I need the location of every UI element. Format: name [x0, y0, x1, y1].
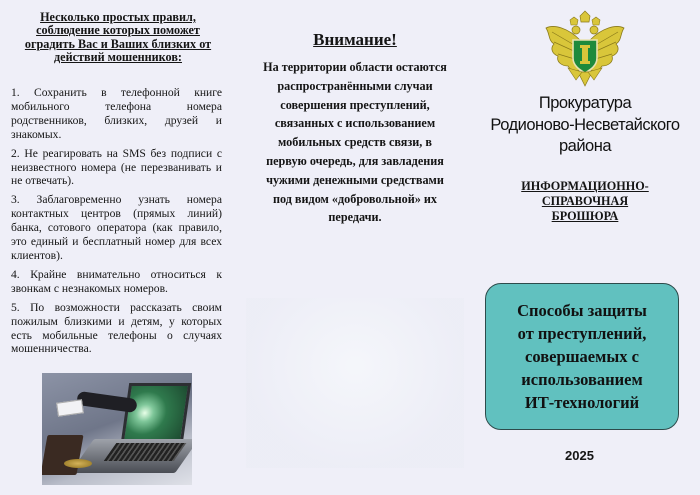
doc-type-line: СПРАВОЧНАЯ [541, 194, 629, 208]
wallet [42, 435, 84, 475]
org-title-line: Родионово-Несветайского [490, 115, 680, 134]
rule-item: 1. Сохранить в телефонной книге мобильного телефона номера родственников, близких, друзей и знакомых. [11, 86, 222, 141]
org-title-line: Прокуратура [538, 94, 632, 112]
rules-heading: Несколько простых правил, соблюдение которых поможет оградить Вас и Ваших близких от действий мошенников: [24, 10, 212, 65]
topic-line: ИТ-технологий [524, 393, 640, 412]
topic-line: совершаемых с [525, 347, 639, 366]
bank-card [56, 399, 84, 416]
left-panel [0, 0, 232, 495]
topic-box [485, 283, 679, 430]
rule-item: 5. По возможности рассказать своим пожилым близкими и детям, у которых есть мобильные телефоны о случаях мошенничества. [11, 300, 222, 356]
org-title-line: района [558, 137, 612, 155]
laptop-keyboard [104, 443, 187, 461]
laptop-screen [121, 383, 191, 443]
publication-year: 2025 [565, 448, 594, 463]
organization-title [470, 93, 700, 158]
topic-line: Способы защиты [517, 301, 647, 320]
right-panel [470, 0, 700, 495]
rule-item: 3. Заблаговременно узнать номера контактных центров (прямых линий) банка, сотового оператора (как правило, это единый и бесплатный номер для всех клиентов). [11, 193, 222, 262]
rules-list [11, 86, 222, 361]
cyber-fraud-photo [42, 373, 192, 485]
coins [64, 459, 92, 468]
doc-type-line: ИНФОРМАЦИОННО- [521, 179, 649, 193]
document-type [495, 179, 675, 224]
topic-line: использованием [521, 370, 643, 389]
rule-item: 2. Не реагировать на SMS без подписи с неизвестного номера (не перезванивать и не отвечать). [11, 146, 222, 188]
doc-type-line: БРОШЮРА [551, 209, 619, 223]
rule-item: 4. Крайне внимательно относиться к звонкам с незнакомых номеров. [11, 267, 222, 295]
attention-heading: Внимание! [313, 30, 397, 49]
middle-panel [240, 0, 470, 495]
prosecutor-emblem-icon [542, 10, 628, 92]
attention-text: На территории области остаются распространёнными случаи совершения преступлений, связанных с использованием мобильных средств связи, в первую очередь, для завладения чужими денежными средствами под видом «добровольной» их передачи. [263, 60, 447, 225]
topic-line: от преступлений, [517, 324, 647, 343]
faded-background-image [246, 298, 464, 468]
